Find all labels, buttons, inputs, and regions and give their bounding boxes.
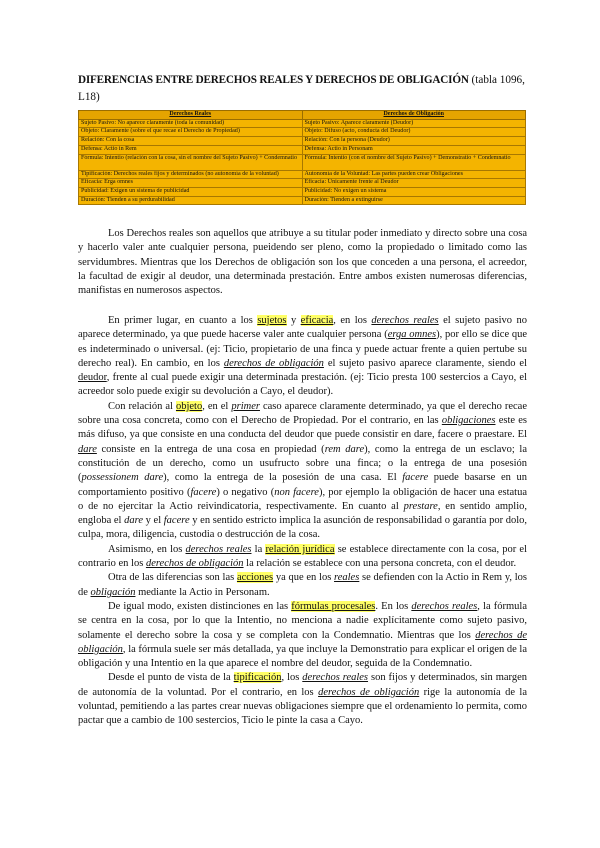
highlight-acciones: acciones [236, 572, 274, 584]
header-derechos-obligacion: Derechos de Obligación [302, 111, 526, 120]
table-row [79, 196, 526, 205]
term-derechos-reales: derechos reales [371, 315, 439, 326]
table-cell: Tipificación: Derechos reales fijos y determinados (no autonomía de la voluntad) [79, 170, 303, 179]
intro-section [78, 227, 527, 298]
highlight-relacion-juridica: relación jurídica [265, 543, 335, 555]
paragraph-intro: Los Derechos reales son aquellos que atribuye a su titular poder inmediato y directo sobre una cosa y hacerlo valer ante cualquier persona, pueidendo ser pleno, como la propiedado o limitado como las servidumbres. Mientras que los Derechos de obligación son los que conceden a una persona, el acreedor, la facultad de exigir al deudor, una determinada prestación. Entre ambos existen numerosas diferencias, manifistas en numerosos aspectos. [78, 228, 527, 297]
table-cell: Duración: Tienden a su perdurabilidad [79, 196, 303, 205]
table-cell: Fórmula: Intentio (con el nombre del Sujeto Pasivo) + Demonstratio + Condemnatio [302, 154, 526, 170]
term-deudor: deudor [78, 372, 107, 384]
table-row [79, 170, 526, 179]
table-row [79, 145, 526, 154]
paragraph-sujetos: En primer lugar, en cuanto a los sujetos y eficacia, en los derechos reales el sujeto pasivo no aparece determinado, ya que puede hacerse valer ante cualquier persona (erga omnes), por ello se dice que es indeterminado o universal. (ej: Ticio, propietario de una finca y puede actuar frente a quien pertube su derecho real). En cambio, en los derechos de obligación el sujeto pasivo aparece claramente, siendo el deudor, frente al cual puede exigir una determinada prestación. (ej: Ticio presta 100 sestercios a Cayo, el acreedor solo puede exigir su devolución a Cayo, el deudor). [78, 315, 528, 398]
table-row [79, 128, 526, 137]
highlight-formulas-procesales: fórmulas procesales [291, 600, 376, 612]
table-cell: Defensa: Actio in Personam [302, 145, 526, 154]
table-header-row [79, 111, 526, 120]
table-row [79, 137, 526, 146]
title-bold: DIFERENCIAS ENTRE DERECHOS REALES Y DERECHOS DE OBLIGACIÓN [78, 74, 469, 86]
table-cell: Publicidad: No exigen un sistema [302, 187, 526, 196]
table-cell: Sujeto Pasivo: Aparece claramente (Deudor) [302, 119, 526, 128]
table-cell: Defensa: Actio in Rem [79, 145, 303, 154]
term-derechos-obligacion: derechos de obligación [223, 357, 324, 369]
table-cell: Sujeto Pasivo: No aparece claramente (toda la comunidad) [79, 119, 303, 128]
paragraph-tipificacion: Desde el punto de vista de la tipificación, los derechos reales son fijos y determinados, sin margen de autonomía de la voluntad. Por el contrario, en los derechos de obligación rige la autonomía de la voluntad, pemitiendo a las partes crear nuevas obligaciones siempre que el ordenamiento lo permita, como pactar que a cambio de 100 sestercios, Ticio le pinte la casa a Cayo. [78, 672, 528, 727]
highlight-tipificacion: tipificación [233, 672, 282, 684]
title-reference: (tabla 1096, L18) [78, 74, 525, 103]
document-title [78, 72, 528, 106]
paragraph-objeto: Con relación al objeto, en el primer caso aparece claramente determinado, ya que el derecho recae sobre una cosa concreta, como con el Derecho de Propiedad. Por el contrario, en las obligaciones este es más difuso, ya que consiste en una conducta del deudor que puede consistir en dare, facere o praestare. El dare consiste en la entrega de una cosa en propiedad (rem dare), como la entrega de un esclavo; la constitución de un derecho, como un usufructo sobre una finca; o la entrega de una posesión (possessionem dare), como la entrega de la posesión de una casa. El facere puede basarse en un comportamiento positivo (facere) o negativo (non facere), por ejemplo la obligación de hacer una estatua o de no ejercitar la Actio reivindicatoria, respectivamente. En cuanto al prestare, en sentido amplio, engloba el dare y el facere y en sentido estricto implica la asunción de responsabilidad o garantía por dolo, culpa, mora, diligencia, custodia o destrucción de la cosa. [78, 400, 528, 541]
table-cell: Objeto: Difuso (acto, conducta del Deudor) [302, 128, 526, 137]
table-cell: Relación: Con la cosa [79, 137, 303, 146]
table-cell: Fórmula: Intentio (relación con la cosa, sin el nombre del Sujeto Pasivo) + Condemnatio [79, 154, 303, 170]
paragraph-relacion: Asimismo, en los derechos reales la relación jurídica se establece directamente con la cosa, por el contrario en los derechos de obligación la relación se establece con una persona concreta, con el deudor. [78, 543, 528, 570]
table-cell: Publicidad: Exigen un sistema de publicidad [79, 187, 303, 196]
table-row [79, 187, 526, 196]
table-cell: Eficacia: Erga omnes [79, 179, 303, 188]
table-row [79, 179, 526, 188]
header-derechos-reales: Derechos Reales [79, 111, 303, 120]
comparison-table [78, 110, 526, 205]
table-cell: Eficacia: Únicamente frente al Deudor [302, 179, 526, 188]
table-cell: Objeto: Claramente (sobre el que recae el Derecho de Propiedad) [79, 128, 303, 137]
table-cell: Duración: Tienden a extinguirse [302, 196, 526, 205]
highlight-sujetos: sujetos [257, 315, 287, 326]
table-cell: Relación: Con la persona (Deudor) [302, 137, 526, 146]
term-erga-omnes: erga omnes [387, 329, 437, 341]
table-row [79, 119, 526, 128]
table-cell: Autonomía de la Voluntad: Las partes pueden crear Obligaciones [302, 170, 526, 179]
highlight-objeto: objeto [175, 400, 203, 412]
main-section [78, 314, 527, 729]
table-row [79, 154, 526, 170]
paragraph-formulas: De igual modo, existen distinciones en las fórmulas procesales. En los derechos reales, la fórmula se centra en la cosa, por lo que la Intentio, no menciona a nadie explícitamente como sujeto pasivo, solamente el derecho sobre la cosa y se completa con la Condemnatio. Mientras que los derechos de obligación, la fórmula suele ser más detallada, ya que incluye la Demonstratio para explicar el origen de la obligación y una Intentio en la que aparece el nombre del deudor, seguida de la Condemnatio. [78, 600, 527, 670]
highlight-eficacia: eficacia [300, 315, 334, 326]
paragraph-acciones: Otra de las diferencias son las acciones ya que en los reales se defienden con la Actio in Rem y, los de obligación mediante la Actio in Personam. [78, 572, 527, 598]
